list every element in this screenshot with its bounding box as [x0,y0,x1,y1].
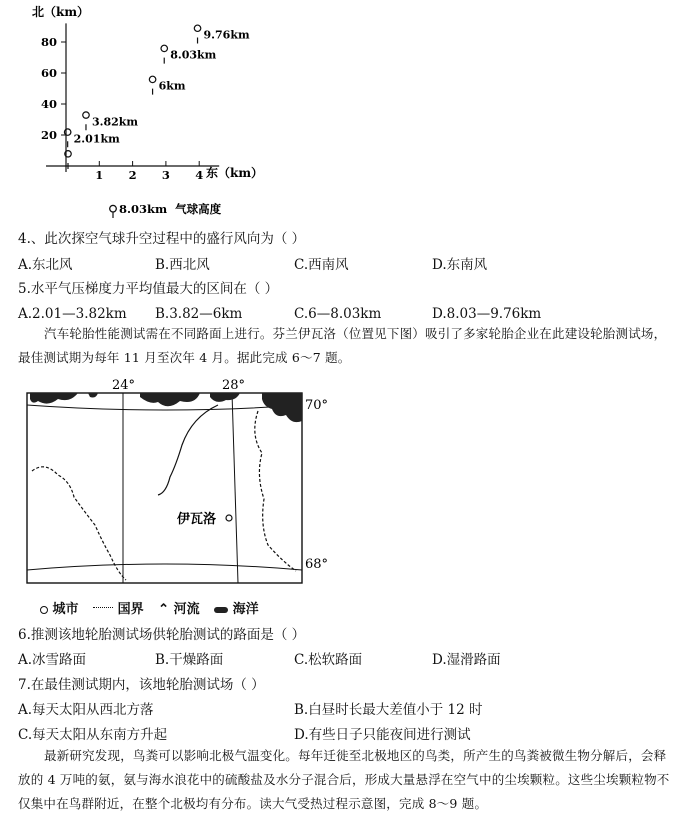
point-label: 9.76km [203,28,250,42]
q7-option-d[interactable]: D.有些日子只能夜间进行测试 [294,727,471,743]
legend-river: 河流 [173,602,200,617]
x-tick-label: 4 [195,168,204,182]
balloon-marker [83,112,89,130]
x-tick-label: 3 [161,168,170,182]
balloon-marker [194,25,200,43]
chart-axes [46,23,219,172]
q7-option-a[interactable]: A.每天太阳从西北方落 [18,702,154,718]
q4-option-a[interactable]: A.东北风 [18,257,73,273]
q5-stem: 5.水平气压梯度力平均值最大的区间在（ ） [18,281,279,297]
q7-option-b[interactable]: B.白昼时长最大差值小于 12 时 [294,702,483,718]
legend-city: 城市 [52,602,79,617]
point-label: 3.82km [91,115,139,129]
river [158,405,218,495]
lon-label-28: 28° [222,378,246,393]
q6-option-d[interactable]: D.湿滑路面 [432,652,501,668]
legend-sea: 海洋 [232,602,259,617]
q6-option-b[interactable]: B.干燥路面 [155,652,224,668]
q5-option-a[interactable]: A.2.01—3.82km [18,306,127,322]
intro-8-9: 最新研究发现，鸟粪可以影响北极气温变化。每年迁徙至北极地区的鸟类，所产生的鸟粪被微生物分解后，会释放的 4 万吨的氨，氨与海水浪花中的硫酸盐及水分子混合后，形成大量悬浮在空气中的尘埃颗粒。这些尘埃颗粒物不仅集中在鸟群附近，在整个北极均有分布。读大气受热过程示意图，完成 8～9 题。 [18,748,670,811]
y-tick-label: 60 [40,66,57,80]
border-legend-icon [93,607,113,613]
point-label: 2.01km [73,132,120,146]
q4-option-b[interactable]: B.西北风 [155,257,210,273]
balloon-marker [149,76,155,94]
y-tick-label: 40 [40,97,57,111]
map-frame [27,393,302,583]
lon-line-28 [232,393,238,583]
balloon-marker [161,45,167,63]
x-axis-label: 东（km） [206,166,264,180]
balloon-icon [110,205,117,218]
chart-legend-text: 8.03km 气球高度 [119,202,222,216]
q4-option-c[interactable]: C.西南风 [294,257,349,273]
chart-points [64,25,249,169]
intro-6-7: 汽车轮胎性能测试需在不同路面上进行。芬兰伊瓦洛（位置见下图）吸引了多家轮胎企业在此建设轮胎测试场，最佳测试期为每年 11 月至次年 4 月。据此完成 6～7 题。 [18,326,667,365]
ivalo-map [0,375,340,620]
q5-option-b[interactable]: B.3.82—6km [155,306,243,322]
q6-option-c[interactable]: C.松软路面 [294,652,363,668]
x-tick-label: 2 [128,168,137,182]
q6-stem: 6.推测该地轮胎测试场供轮胎测试的路面是（ ） [18,627,306,643]
sea-legend-icon [214,607,228,613]
point-label: 8.03km [170,48,217,62]
lat-label-70: 70° [305,398,329,413]
y-tick-label: 20 [40,128,57,142]
legend-border: 国界 [117,602,144,617]
q4-option-d[interactable]: D.东南风 [432,257,488,273]
map-legend [40,598,259,617]
border-east [255,411,296,571]
lat-label-68: 68° [305,557,329,572]
q5-option-d[interactable]: D.8.03—9.76km [432,306,542,322]
q7-option-c[interactable]: C.每天太阳从东南方升起 [18,727,168,743]
city-icon [226,515,232,521]
q7-stem: 7.在最佳测试期内，该地轮胎测试场（ ） [18,677,265,693]
border-west [32,467,126,580]
balloon-position-chart [0,0,300,222]
q5-option-c[interactable]: C.6—8.03km [294,306,382,322]
river-legend-icon: ⌃ [158,602,170,617]
chart-legend [110,202,222,218]
point-label: 6km [158,79,186,93]
y-tick-label: 80 [40,35,57,49]
lat-line-68 [27,564,302,570]
city-legend-icon [40,606,48,614]
y-axis-label: 北（km） [32,5,90,19]
q6-option-a[interactable]: A.冰雪路面 [18,652,87,668]
lon-label-24: 24° [112,378,136,393]
x-tick-label: 1 [95,168,104,182]
city-label: 伊瓦洛 [177,512,217,527]
q4-stem: 4.、此次探空气球升空过程中的盛行风向为（ ） [18,231,306,247]
